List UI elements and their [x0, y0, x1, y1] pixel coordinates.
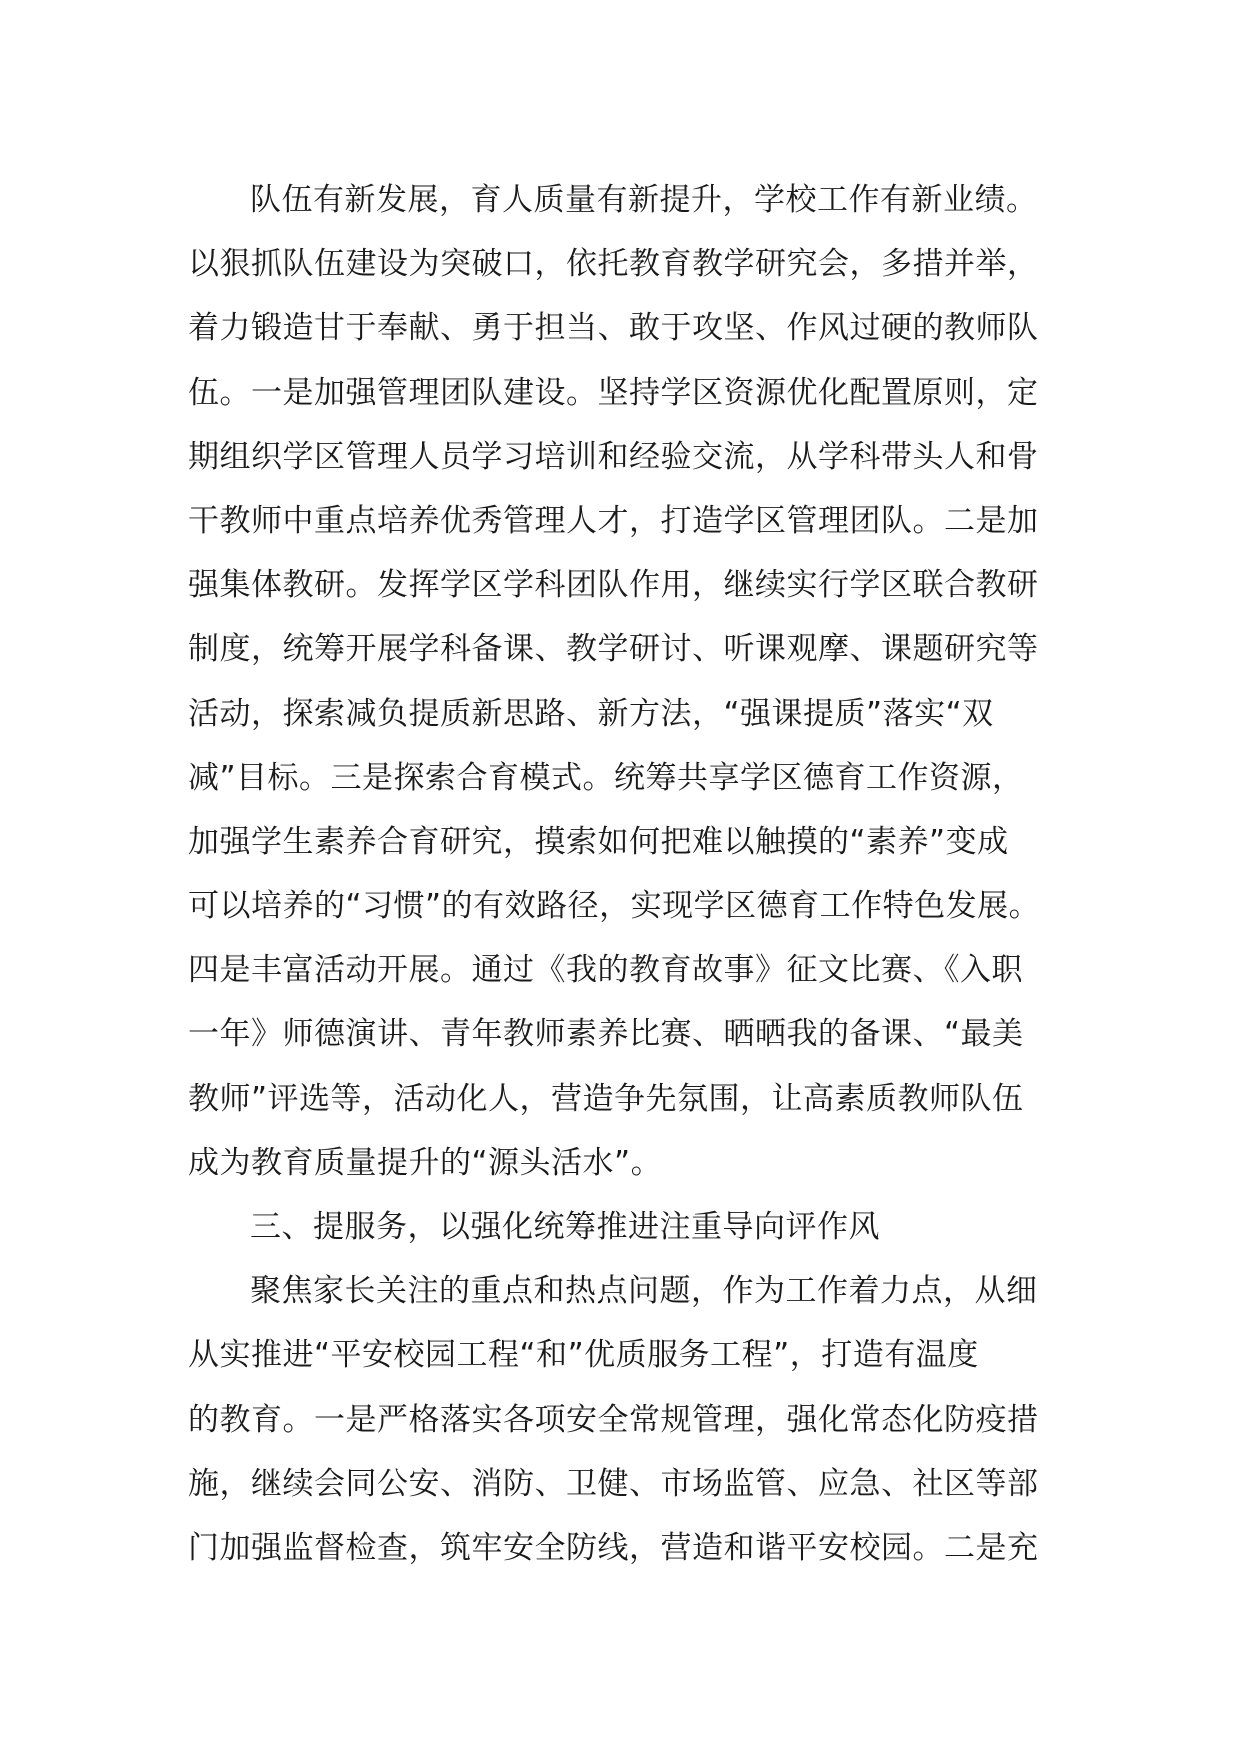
text-line: 门加强监督检查，筑牢安全防线，营造和谐平安校园。二是充 [188, 1529, 1039, 1566]
text-line: 可以培养的“习惯”的有效路径，实现学区德育工作特色发展。 [188, 888, 1041, 925]
text-line: 干教师中重点培养优秀管理人才，打造学区管理团队。二是加 [188, 502, 1039, 539]
text-line: 加强学生素养合育研究，摸索如何把难以触摸的“素养”变成 [188, 823, 1009, 860]
text-line: 从实推进“平安校园工程“和”优质服务工程”，打造有温度 [188, 1337, 979, 1374]
body-text [188, 168, 1068, 1580]
text-line: 聚焦家长关注的重点和热点问题，作为工作着力点，从细 [250, 1273, 1038, 1310]
text-line: 施，继续会同公安、消防、卫健、市场监管、应急、社区等部 [188, 1465, 1039, 1502]
text-line: 四是丰富活动开展。通过《我的教育故事》征文比赛、《入职 [188, 952, 1023, 989]
text-line: 教师”评选等，活动化人，营造争先氛围，让高素质教师队伍 [188, 1080, 1024, 1117]
text-line: 以狠抓队伍建设为突破口，依托教育教学研究会，多措并举， [188, 246, 1039, 283]
text-line: 伍。一是加强管理团队建设。坚持学区资源优化配置原则，定 [188, 374, 1039, 411]
text-line: 活动，探索减负提质新思路、新方法，“强课提质”落实“双 [188, 695, 994, 732]
text-line: 期组织学区管理人员学习培训和经验交流，从学科带头人和骨 [188, 438, 1039, 475]
text-line: 队伍有新发展，育人质量有新提升，学校工作有新业绩。 [250, 182, 1038, 218]
text-line: 一年》师德演讲、青年教师素养比赛、晒晒我的备课、“最美 [188, 1016, 1024, 1053]
text-line: 强集体教研。发挥学区学科团队作用，继续实行学区联合教研 [188, 567, 1039, 604]
text-line: 减”目标。三是探索合育模式。统筹共享学区德育工作资源， [188, 759, 1024, 796]
text-line: 成为教育质量提升的“源头活水”。 [188, 1144, 663, 1181]
text-line: 的教育。一是严格落实各项安全常规管理，强化常态化防疫措 [188, 1401, 1039, 1438]
text-line: 着力锻造甘于奉献、勇于担当、敢于攻坚、作风过硬的教师队 [188, 310, 1039, 347]
text-line: 制度，统筹开展学科备课、教学研讨、听课观摩、课题研究等 [188, 631, 1039, 668]
section-heading: 三、提服务，以强化统筹推进注重导向评作风 [250, 1209, 880, 1245]
